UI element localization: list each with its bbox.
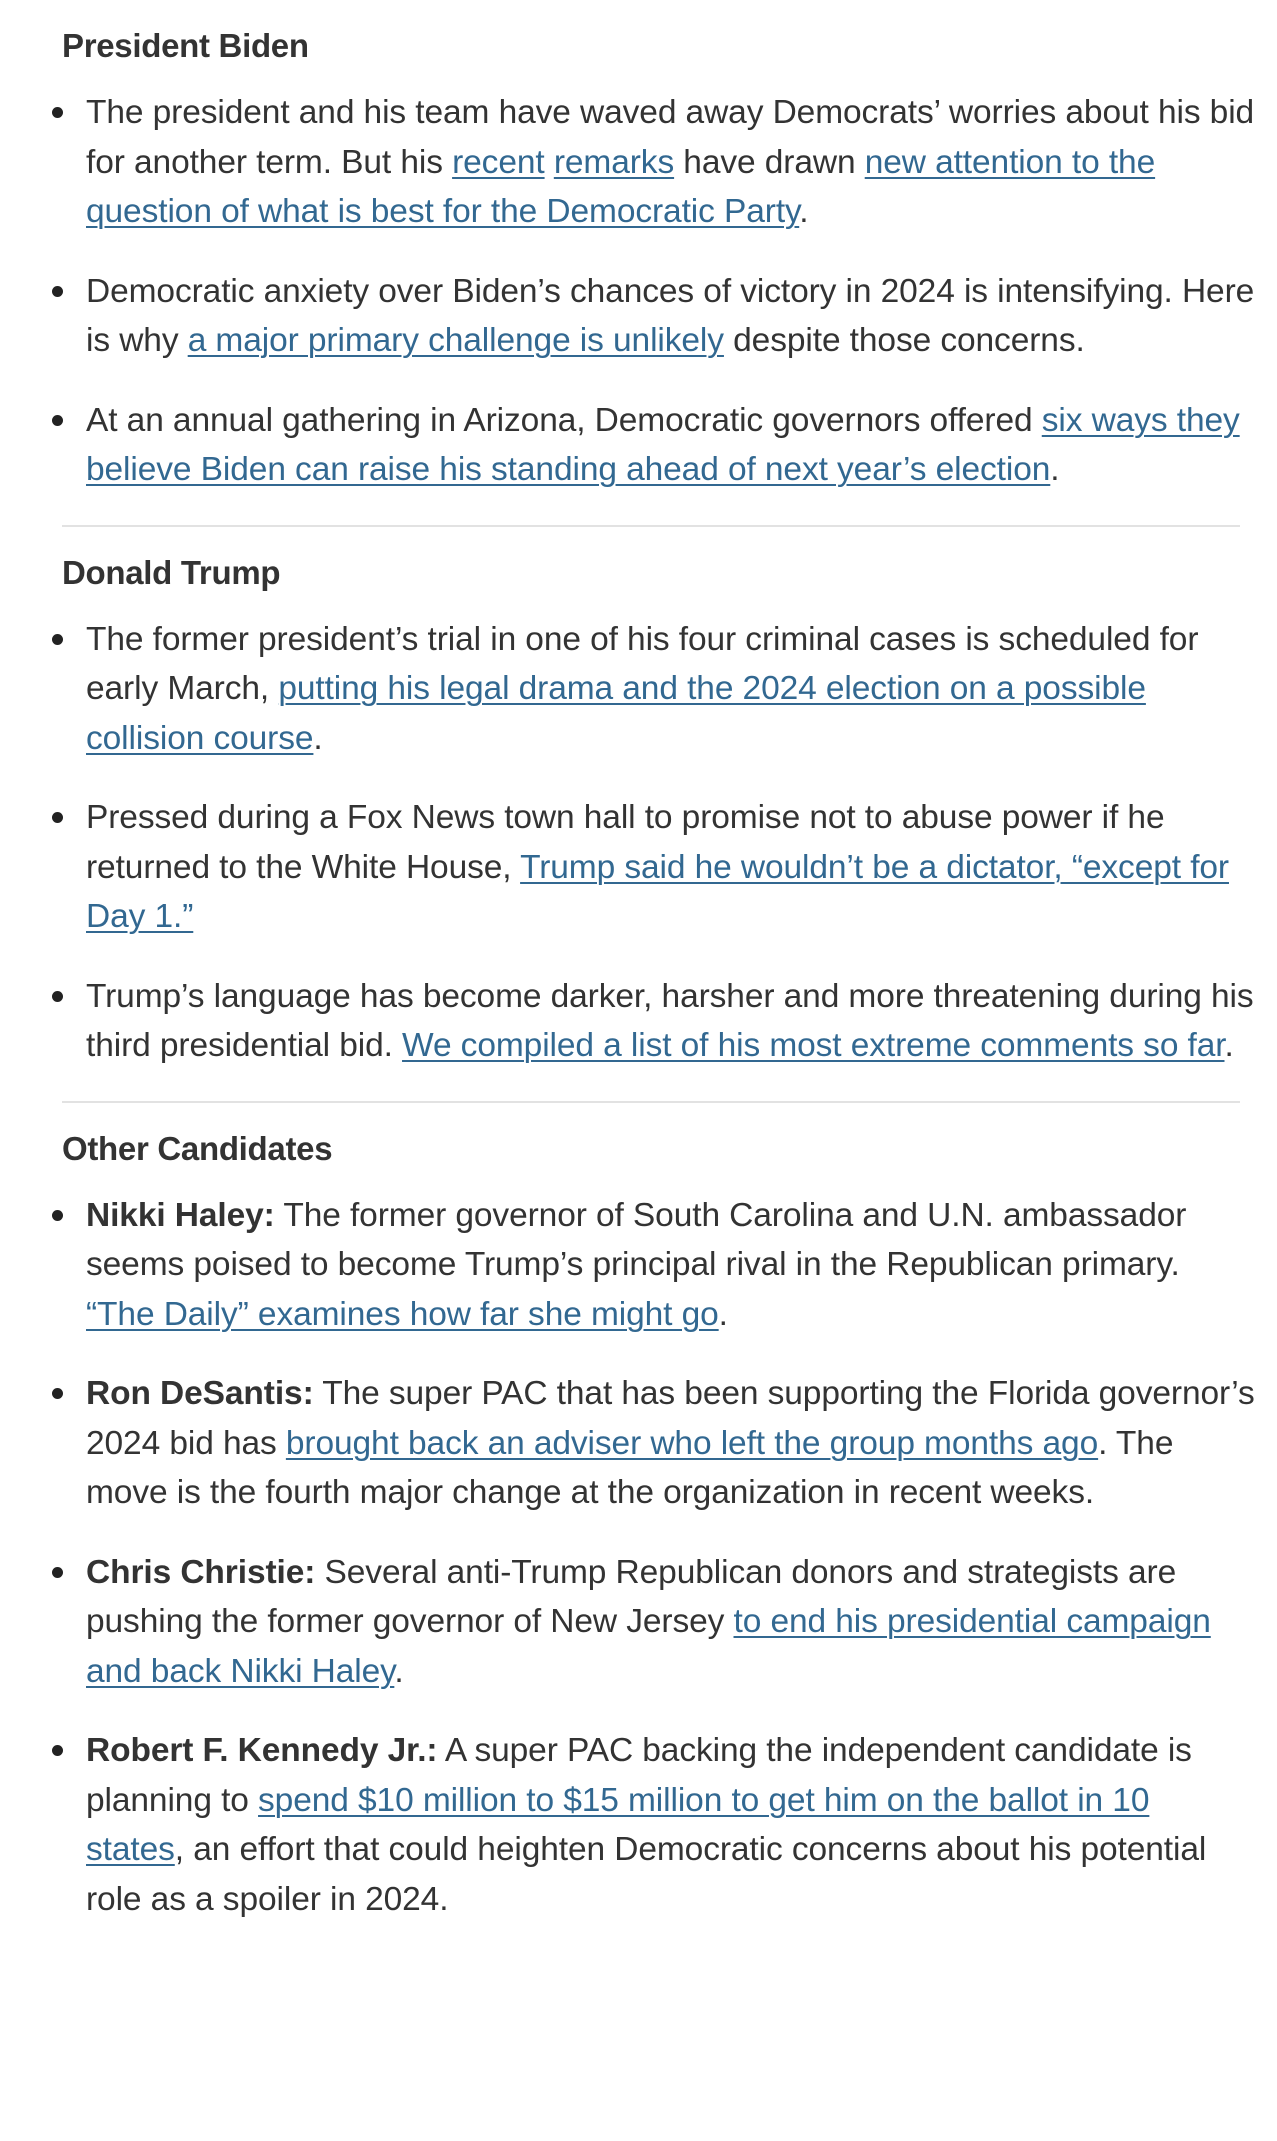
list-item (62, 1726, 1255, 1924)
article-link[interactable]: to end his presidential campaign and back Nikki Haley (86, 1603, 1211, 1690)
section-heading: President Biden (62, 27, 309, 64)
bullet-icon (52, 1567, 63, 1578)
list-item (62, 972, 1255, 1071)
article-link[interactable]: putting his legal drama and the 2024 election on a possible collision course (86, 670, 1146, 757)
section-other-candidates (62, 1129, 1255, 1925)
body-text: . The move is the fourth major change at the organization in recent weeks. (86, 1424, 1174, 1511)
list-item (62, 615, 1255, 764)
bullet-icon (52, 415, 63, 426)
body-text: A super PAC backing the independent candidate is planning to (86, 1732, 1192, 1819)
body-text (545, 144, 554, 181)
candidate-name: Ron DeSantis: (86, 1375, 314, 1412)
article-link[interactable]: recent (452, 143, 545, 181)
bullet-icon (52, 991, 63, 1002)
body-text: . (799, 193, 809, 230)
bullet-icon (52, 1388, 63, 1399)
body-text: . (718, 1295, 728, 1333)
candidate-name: Robert F. Kennedy Jr.: (86, 1732, 438, 1769)
body-text: Trump’s language has become darker, harsher and more threatening during his third presidential bid. (86, 977, 1254, 1064)
bullet-icon (52, 1210, 63, 1221)
bullet-icon (52, 634, 63, 645)
list-item (62, 88, 1255, 237)
bullet-list (62, 615, 1255, 1071)
body-text: . (313, 719, 323, 757)
body-text: . (1224, 1027, 1234, 1064)
list-item (62, 1191, 1255, 1340)
body-text: The president and his team have waved away Democrats’ worries about his bid for another term. But his (86, 94, 1255, 181)
article-link[interactable]: remarks (553, 143, 675, 181)
list-item (62, 267, 1255, 366)
article-link[interactable]: spend $10 million to $15 million to get him on the ballot in 10 states (86, 1781, 1150, 1868)
bullet-list (62, 1191, 1255, 1925)
article-link[interactable]: brought back an adviser who left the group months ago (285, 1424, 1099, 1462)
section-heading: Donald Trump (62, 553, 281, 591)
bullet-icon (52, 286, 63, 297)
bullet-icon (52, 1745, 63, 1756)
body-text: Pressed during a Fox News town hall to promise not to abuse power if he returned to the White House, (86, 799, 1165, 886)
bullet-icon (52, 107, 63, 118)
body-text: At an annual gathering in Arizona, Democratic governors offered (86, 401, 1042, 439)
list-item (62, 1369, 1255, 1518)
body-text: . (1050, 451, 1060, 488)
body-text: . (394, 1652, 404, 1690)
section-donald-trump (62, 553, 1255, 1071)
list-item (62, 396, 1255, 495)
body-text: , an effort that could heighten Democratic concerns about his potential role as a spoiler in 2024. (86, 1831, 1207, 1918)
article-link[interactable]: Trump said he wouldn’t be a dictator, “except for Day 1.” (86, 848, 1229, 935)
article-link[interactable]: new attention to the question of what is best for the Democratic Party (86, 143, 1156, 230)
article-link[interactable]: We compiled a list of his most extreme comments so far (402, 1027, 1225, 1064)
body-text: Democratic anxiety over Biden’s chances of victory in 2024 is intensifying. Here is why (86, 272, 1255, 359)
section-president-biden (62, 26, 1255, 495)
section-divider (62, 1101, 1240, 1103)
candidate-name: Chris Christie: (86, 1553, 316, 1591)
body-text: The former president’s trial in one of his four criminal cases is scheduled for early March, (86, 620, 1199, 707)
article-link[interactable]: a major primary challenge is unlikely (187, 322, 724, 359)
candidate-name: Nikki Haley: (86, 1196, 275, 1234)
body-text: have drawn (674, 143, 865, 181)
bullet-list (62, 88, 1255, 495)
body-text: The super PAC that has been supporting the Florida governor’s 2024 bid has (86, 1375, 1255, 1462)
article-link[interactable]: “The Daily” examines how far she might go (86, 1295, 719, 1333)
list-item (62, 1548, 1255, 1697)
section-divider (62, 525, 1240, 527)
body-text: despite those concerns. (723, 322, 1085, 359)
list-item (62, 793, 1255, 942)
section-heading: Other Candidates (62, 1129, 333, 1167)
article-link[interactable]: six ways they believe Biden can raise his standing ahead of next year’s election (86, 401, 1240, 488)
body-text: Several anti-Trump Republican donors and strategists are pushing the former governor of New Jersey (86, 1553, 1177, 1640)
body-text: The former governor of South Carolina and U.N. ambassador seems poised to become Trump’s principal rival in the Republican primary. (86, 1196, 1187, 1283)
bullet-icon (52, 812, 63, 823)
